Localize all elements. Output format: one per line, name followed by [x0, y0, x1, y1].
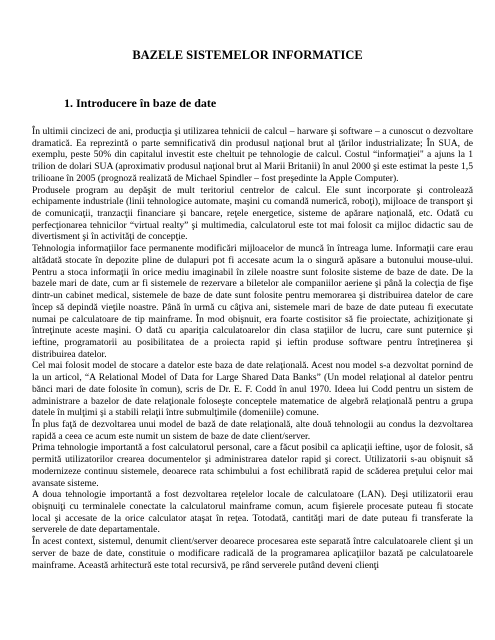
paragraph: Cel mai folosit model de stocare a datelor este baza de date relaţională. Acest nou model s-a dezvoltat pornind de la un articol, “A Relational Model of Data for Large Shared Data Banks” (Un model relaţional al datelor pentru bănci mari de date folosite în comun), scris de Dr. E. F. Codd în anul 1970. Ideea lui Codd pentru un sistem de administrare a bazelor de date relaţionale foloseşte conceptele matematice de algebră relaţională pentru a grupa datele în mulţimi şi a stabili relaţii între submulţimile (domeniile) comune.	[32, 360, 473, 419]
paragraph: A doua tehnologie importantă a fost dezvoltarea reţelelor locale de calculatoare (LAN). Deşi utilizatorii erau obişnuiţi cu terminalele conectate la calculatorul mainframe comun, acum fişierele procesate puteau fi stocate local şi accesate de la orice calculator ataşat în reţea. Totodată, cantităţi mari de date puteau fi transferate la serverele de date departamentale.	[32, 489, 473, 536]
document-title: BAZELE SISTEMELOR INFORMATICE	[132, 48, 363, 62]
paragraph: În ultimii cincizeci de ani, producţia şi utilizarea tehnicii de calcul – harware şi software – a cunoscut o dezvoltare dramatică. Ea reprezintă o parte semnificativă din produsul naţional brut al ţărilor industrializate; În SUA, de exemplu, peste 50% din capitalul investit este cheltuit pe tehnologie de calcul. Costul “informaţiei" a ajuns la 1 trilion de dolari SUA (aproximativ produsul naţional brut al Marii Britanii) în anul 2000 şi este estimat la peste 1,5 trilioane în 2005 (prognoză realizată de Michael Spindler – fost preşedinte la Apple Computer).	[32, 126, 473, 184]
paragraph: Produsele program au depăşit de mult teritoriul centrelor de calcul. Ele sunt incorporate şi controlează echipamente industriale (linii tehnologice automate, maşini cu comandă numerică, roboţi), mijloace de transport şi de comunicaţii, tranzacţii financiare şi bancare, reţele energetice, sisteme de apărare naţională, etc. Odată cu perfecţionarea tehnicilor “virtual realty” şi multimedia, calculatorul este tot mai folosit ca mijloc didactic sau de divertisment şi în activităţi de concepţie.	[32, 184, 473, 243]
body-text	[32, 126, 473, 571]
section-heading: 1. Introducere în baze de date	[64, 96, 217, 110]
paragraph: În acest context, sistemul, denumit client/server deoarece procesarea este separată între calculatoarele client şi un server de baze de date, constituie o modificare radicală de la programarea aplicaţiilor bazată pe calculatoarele mainframe. Această arhitectură este total recursivă, pe rând serverele putând deveni clienţi	[32, 536, 473, 571]
paragraph: În plus faţă de dezvoltarea unui model de bază de date relaţională, alte două tehnologii au condus la dezvoltarea rapidă a ceea ce acum este numit un sistem de baze de date client/server.	[32, 418, 473, 442]
paragraph: Tehnologia informaţiilor face permanente modificări mijloacelor de muncă în întreaga lume. Informaţii care erau altădată stocate în depozite pline de dulapuri pot fi accesate acum la o singură apăsare a butonului mouse-ului. Pentru a stoca informaţii în orice mediu imaginabil în zilele noastre sunt folosite sisteme de baze de date. De la bazele mari de date, cum ar fi sistemele de rezervare a biletelor ale companiilor aeriene şi până la colecţia de fişe dintr-un cabinet medical, sistemele de baze de date sunt folosite pentru memorarea şi distribuirea datelor de care încep să depindă vieţile noastre. Până în urmă cu câţiva ani, sistemele mari de baze de date puteau fi executate numai pe calculatoare de tip mainframe. În mod obişnuit, era foarte costisitor să fie proiectate, achiziţionate şi întreţinute aceste maşini. O dată cu apariţia calculatoarelor din clasa staţiilor de lucru, care sunt puternice şi ieftine, programatorii au posibilitatea de a proiecta rapid şi ieftin produse software pentru întreţinerea şi distribuirea datelor.	[32, 243, 473, 360]
paragraph: Prima tehnologie importantă a fost calculatorul personal, care a făcut posibil ca aplicaţii ieftine, uşor de folosit, să permită utilizatorilor crearea documentelor şi administrarea datelor rapid şi corect. Utilizatorii s-au obişnuit să modernizeze continuu sistemele, deoarece rata schimbului a fost echilibrată rapid de scăderea preţului celor mai avansate sisteme.	[32, 442, 473, 489]
